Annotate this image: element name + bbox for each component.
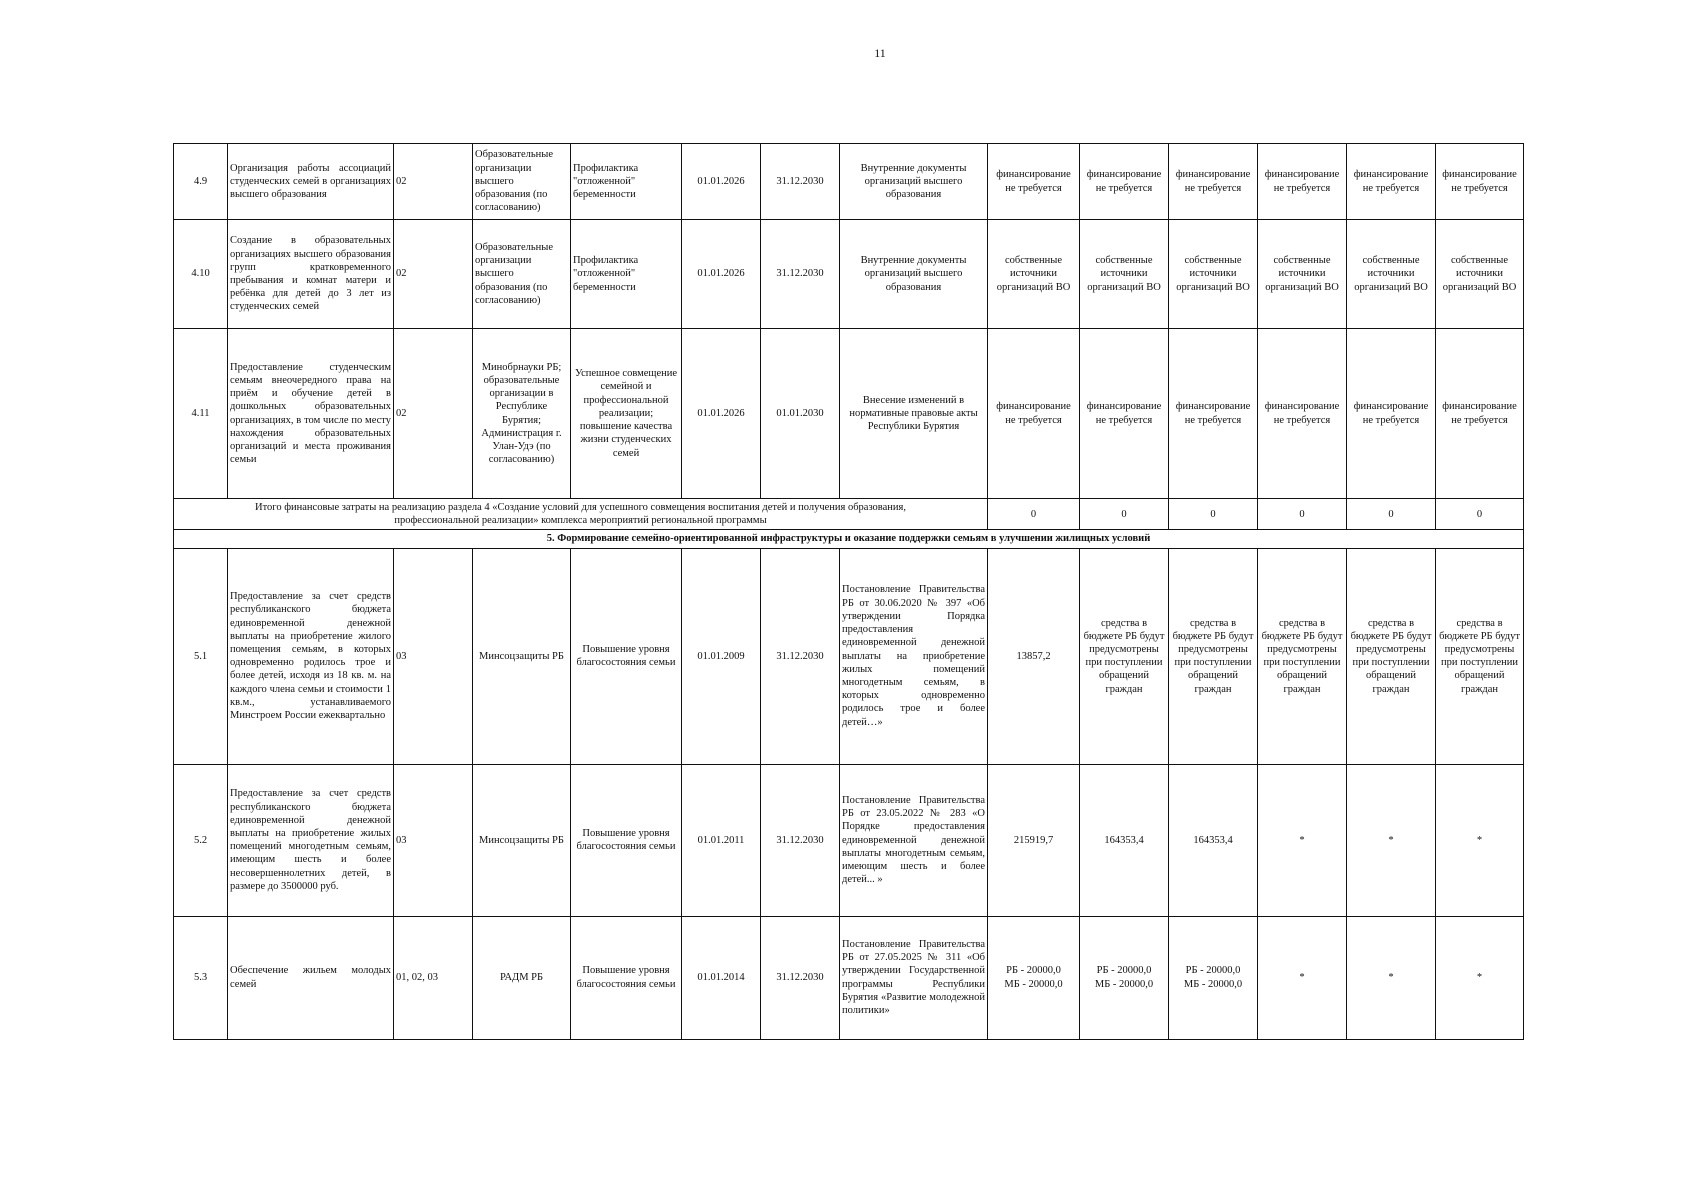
task-code: 02 [394,144,473,220]
funding-cell: средства в бюджете РБ будут предусмотрены при поступлении обращений граждан [1080,548,1169,764]
funding-cell: 215919,7 [988,764,1080,916]
funding-cell: финансирование не требуется [1347,144,1436,220]
legal-document: Внутренние документы организаций высшего образования [840,144,988,220]
start-date: 01.01.2026 [682,144,761,220]
funding-cell: * [1436,916,1524,1039]
expected-result: Повышение уровня благосостояния семьи [571,916,682,1039]
section-header-row [174,530,1524,548]
funding-cell: * [1347,916,1436,1039]
start-date: 01.01.2026 [682,329,761,499]
executor: Образовательные организации высшего образования (по согласованию) [473,220,571,329]
funding-cell: 164353,4 [1080,764,1169,916]
start-date: 01.01.2009 [682,548,761,764]
funding-cell: финансирование не требуется [1436,329,1524,499]
expected-result: Повышение уровня благосостояния семьи [571,548,682,764]
total-cell: 0 [1169,499,1258,530]
task-code: 02 [394,220,473,329]
total-cell: 0 [1347,499,1436,530]
section-title: 5. Формирование семейно-ориентированной инфраструктуры и оказание поддержки семьям в улучшении жилищных условий [174,530,1524,548]
end-date: 31.12.2030 [761,144,840,220]
funding-cell: финансирование не требуется [1080,329,1169,499]
funding-cell: 13857,2 [988,548,1080,764]
end-date: 31.12.2030 [761,548,840,764]
legal-document: Постановление Правительства РБ от 27.05.2025 № 311 «Об утверждении Государственной программы Республики Бурятия «Развитие молодежной политики» [840,916,988,1039]
measure-name: Предоставление за счет средств республиканского бюджета единовременной денежной выплаты на приобретение жилых помещений многодетным семьям, имеющим шесть и более несовершеннолетних детей, в размере до 3500000 руб. [228,764,394,916]
measure-name: Создание в образовательных организациях высшего образования групп кратковременного пребывания и комнат матери и ребёнка для детей до 3 лет из студенческих семей [228,220,394,329]
executor: Образовательные организации высшего образования (по согласованию) [473,144,571,220]
section-total-label [174,499,988,530]
funding-line: РБ - 20000,0 [1185,965,1241,977]
funding-cell: средства в бюджете РБ будут предусмотрены при поступлении обращений граждан [1436,548,1524,764]
expected-result: Повышение уровня благосостояния семьи [571,764,682,916]
funding-line: РБ - 20000,0 [1096,965,1152,977]
funding-line: МБ - 20000,0 [1094,978,1154,990]
funding-cell: финансирование не требуется [1258,329,1347,499]
measure-name: Обеспечение жильем молодых семей [228,916,394,1039]
funding-cell [1080,916,1169,1039]
end-date: 01.01.2030 [761,329,840,499]
table-row [174,916,1524,1039]
measure-name: Предоставление студенческим семьям внеочередного права на приём и обучение детей в дошкольных образовательных организациях, в том числе по месту нахождения образовательных организаций и места проживания семьи [228,329,394,499]
funding-cell: финансирование не требуется [988,144,1080,220]
funding-cell: * [1347,764,1436,916]
funding-cell: средства в бюджете РБ будут предусмотрены при поступлении обращений граждан [1258,548,1347,764]
funding-cell: финансирование не требуется [1258,144,1347,220]
section-total-label-line: профессиональной реализации» комплекса мероприятий региональной программы [394,515,767,527]
row-number: 4.10 [174,220,228,329]
end-date: 31.12.2030 [761,764,840,916]
funding-cell [988,916,1080,1039]
funding-cell: * [1258,916,1347,1039]
task-code: 02 [394,329,473,499]
funding-cell: финансирование не требуется [1080,144,1169,220]
funding-line: РБ - 20000,0 [1006,965,1061,977]
executor: Минобрнауки РБ; образовательные организации в Республике Бурятия; Администрация г. Улан-Удэ (по согласованию) [473,329,571,499]
funding-line: МБ - 20000,0 [1183,978,1243,990]
legal-document: Внутренние документы организаций высшего образования [840,220,988,329]
row-number: 5.3 [174,916,228,1039]
legal-document: Постановление Правительства РБ от 30.06.2020 № 397 «Об утверждении Порядка предоставления единовременной денежной выплаты на приобретение жилых помещений многодетным семьям, в которых одновременно родилось трое и более детей…» [840,548,988,764]
table-row [174,220,1524,329]
funding-cell: * [1436,764,1524,916]
start-date: 01.01.2011 [682,764,761,916]
expected-result: Профилактика "отложенной" беременности [571,144,682,220]
start-date: 01.01.2014 [682,916,761,1039]
task-code: 01, 02, 03 [394,916,473,1039]
executor: Минсоцзащиты РБ [473,764,571,916]
row-number: 4.11 [174,329,228,499]
funding-cell: * [1258,764,1347,916]
program-measures-table [173,143,1524,1040]
funding-cell: собственные источники организаций ВО [1436,220,1524,329]
page-number: 11 [874,46,886,60]
table-row [174,329,1524,499]
funding-cell: собственные источники организаций ВО [1347,220,1436,329]
end-date: 31.12.2030 [761,220,840,329]
table-row [174,548,1524,764]
funding-cell: финансирование не требуется [1436,144,1524,220]
executor: РАДМ РБ [473,916,571,1039]
funding-cell: 164353,4 [1169,764,1258,916]
executor: Минсоцзащиты РБ [473,548,571,764]
measure-name: Организация работы ассоциаций студенческих семей в организациях высшего образования [228,144,394,220]
end-date: 31.12.2030 [761,916,840,1039]
row-number: 5.2 [174,764,228,916]
total-cell: 0 [988,499,1080,530]
measure-name: Предоставление за счет средств республиканского бюджета единовременной денежной выплаты на приобретение жилого помещения семьям, в которых одновременно родилось трое и более детей, исходя из 18 кв. м. на каждого члена семьи и стоимости 1 кв.м., устанавливаемого Минстроем России ежеквартально [228,548,394,764]
funding-cell: финансирование не требуется [1169,144,1258,220]
funding-cell: финансирование не требуется [988,329,1080,499]
expected-result: Профилактика "отложенной" беременности [571,220,682,329]
section-total-row [174,499,1524,530]
total-cell: 0 [1436,499,1524,530]
funding-cell: средства в бюджете РБ будут предусмотрены при поступлении обращений граждан [1347,548,1436,764]
section-total-label-line: Итого финансовые затраты на реализацию раздела 4 «Создание условий для успешного совмещения воспитания детей и получения образования, [255,502,906,513]
funding-cell: финансирование не требуется [1169,329,1258,499]
funding-cell: средства в бюджете РБ будут предусмотрены при поступлении обращений граждан [1169,548,1258,764]
funding-cell: собственные источники организаций ВО [1258,220,1347,329]
start-date: 01.01.2026 [682,220,761,329]
funding-cell: финансирование не требуется [1347,329,1436,499]
expected-result: Успешное совмещение семейной и профессиональной реализации; повышение качества жизни студенческих семей [571,329,682,499]
funding-cell: собственные источники организаций ВО [1080,220,1169,329]
row-number: 5.1 [174,548,228,764]
funding-cell: собственные источники организаций ВО [1169,220,1258,329]
legal-document: Внесение изменений в нормативные правовые акты Республики Бурятия [840,329,988,499]
funding-line: МБ - 20000,0 [1004,978,1063,990]
total-cell: 0 [1080,499,1169,530]
table-row [174,764,1524,916]
task-code: 03 [394,548,473,764]
funding-cell: собственные источники организаций ВО [988,220,1080,329]
table-row [174,144,1524,220]
total-cell: 0 [1258,499,1347,530]
legal-document: Постановление Правительства РБ от 23.05.2022 № 283 «О Порядке предоставления единовременной денежной выплаты многодетным семьям, имеющим шесть и более детей... » [840,764,988,916]
row-number: 4.9 [174,144,228,220]
task-code: 03 [394,764,473,916]
funding-cell [1169,916,1258,1039]
